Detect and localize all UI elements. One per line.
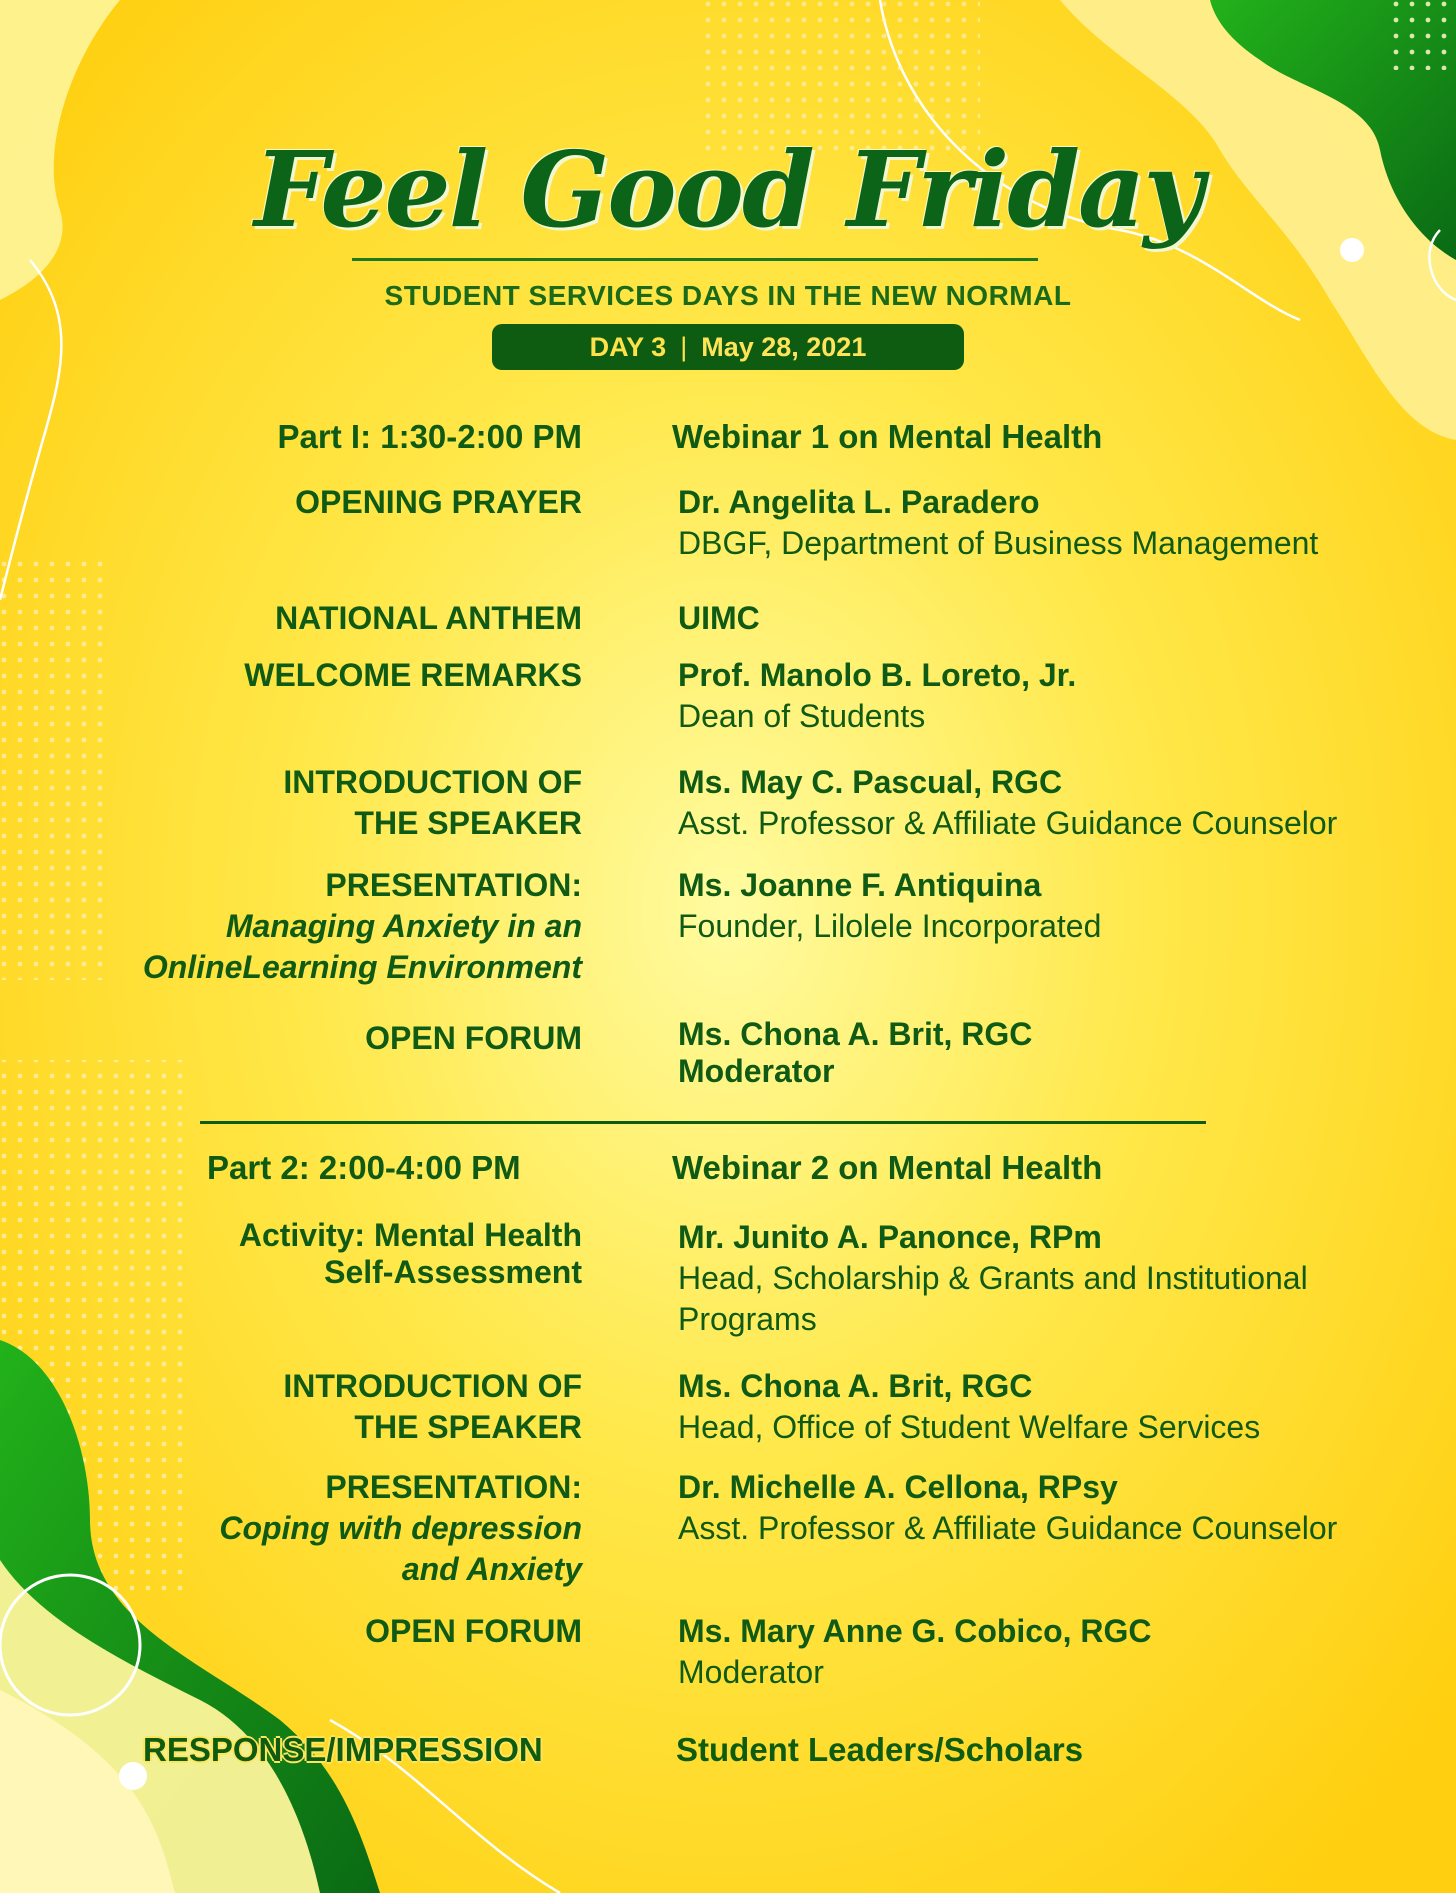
speaker-role: Moderator bbox=[678, 1654, 824, 1690]
presentation-title-line2: OnlineLearning Environment bbox=[142, 949, 582, 985]
presentation-title-line2: and Anxiety bbox=[401, 1551, 582, 1587]
speaker-name: Prof. Manolo B. Loreto, Jr. bbox=[678, 657, 1077, 693]
item-label-line1: INTRODUCTION OF bbox=[283, 1368, 582, 1404]
title-underline bbox=[352, 258, 1038, 261]
part2-title: Webinar 2 on Mental Health bbox=[672, 1149, 1103, 1186]
item-label-line1: INTRODUCTION OF bbox=[283, 764, 582, 800]
program-item-left: OPENING PRAYER bbox=[295, 484, 582, 520]
program-item-right bbox=[678, 655, 1076, 737]
event-date: May 28, 2021 bbox=[701, 331, 867, 362]
item-label-line1: PRESENTATION: bbox=[325, 1469, 582, 1505]
event-title: Feel Good Friday bbox=[254, 128, 1202, 251]
presentation-title-line1: Coping with depression bbox=[219, 1510, 582, 1546]
program-item-right bbox=[678, 865, 1101, 947]
program-item-left: OPEN FORUM bbox=[365, 1020, 582, 1056]
program-item-left bbox=[283, 762, 582, 844]
part1-title: Webinar 1 on Mental Health bbox=[672, 418, 1103, 455]
item-label-line2: THE SPEAKER bbox=[354, 805, 582, 841]
program-item-right bbox=[678, 1611, 1152, 1693]
program-item-right bbox=[678, 1217, 1308, 1340]
day-label: DAY 3 bbox=[589, 331, 667, 362]
program-item-left bbox=[239, 1217, 582, 1291]
speaker-name: Mr. Junito A. Panonce, RPm bbox=[678, 1219, 1102, 1255]
speaker-role-line1: Head, Scholarship & Grants and Institutional bbox=[678, 1260, 1308, 1296]
event-subtitle: STUDENT SERVICES DAYS IN THE NEW NORMAL bbox=[384, 280, 1072, 311]
program-item-right bbox=[678, 762, 1337, 844]
presentation-title-line1: Managing Anxiety in an bbox=[225, 908, 582, 944]
part2-label: Part 2: 2:00-4:00 PM bbox=[207, 1149, 521, 1186]
program-item-left bbox=[283, 1366, 582, 1448]
speaker-name: Ms. Chona A. Brit, RGC bbox=[678, 1016, 1033, 1052]
speaker-role: Dean of Students bbox=[678, 698, 926, 734]
response-label: RESPONSE/IMPRESSION bbox=[143, 1731, 543, 1768]
program-item-right bbox=[678, 1016, 1032, 1090]
part1-label: Part I: 1:30-2:00 PM bbox=[277, 418, 582, 455]
speaker-role: Founder, Lilolele Incorporated bbox=[678, 908, 1102, 944]
speaker-role: Moderator bbox=[678, 1053, 835, 1089]
date-bar bbox=[492, 324, 964, 370]
program-item-left: NATIONAL ANTHEM bbox=[275, 600, 582, 636]
speaker-name: UIMC bbox=[678, 600, 760, 636]
item-label-line1: Activity: Mental Health bbox=[238, 1217, 582, 1253]
program-item-left: OPEN FORUM bbox=[365, 1613, 582, 1649]
program-item-right bbox=[678, 482, 1318, 564]
speaker-role: DBGF, Department of Business Management bbox=[678, 525, 1319, 561]
speaker-name: Ms. Chona A. Brit, RGC bbox=[678, 1368, 1033, 1404]
item-label-line1: PRESENTATION: bbox=[325, 867, 582, 903]
section-divider bbox=[200, 1121, 1206, 1124]
program-item-left bbox=[219, 1467, 582, 1590]
speaker-name: Ms. May C. Pascual, RGC bbox=[678, 764, 1063, 800]
item-label-line2: THE SPEAKER bbox=[354, 1409, 582, 1445]
speaker-name: Dr. Angelita L. Paradero bbox=[678, 484, 1040, 520]
speaker-role-line2: Programs bbox=[678, 1301, 817, 1337]
speaker-role: Asst. Professor & Affiliate Guidance Counselor bbox=[678, 805, 1338, 841]
speaker-role: Head, Office of Student Welfare Services bbox=[678, 1409, 1261, 1445]
speaker-role: Asst. Professor & Affiliate Guidance Counselor bbox=[678, 1510, 1338, 1546]
program-item-left bbox=[143, 865, 582, 988]
response-value: Student Leaders/Scholars bbox=[676, 1731, 1084, 1768]
speaker-name: Ms. Mary Anne G. Cobico, RGC bbox=[678, 1613, 1152, 1649]
program-item-right bbox=[678, 1366, 1260, 1448]
speaker-name: Ms. Joanne F. Antiquina bbox=[678, 867, 1042, 903]
program-item-right bbox=[678, 1467, 1337, 1549]
date-separator: | bbox=[680, 331, 688, 362]
item-label-line2: Self-Assessment bbox=[324, 1254, 582, 1290]
program-item-left: WELCOME REMARKS bbox=[244, 657, 582, 693]
speaker-name: Dr. Michelle A. Cellona, RPsy bbox=[678, 1469, 1118, 1505]
program-item-right bbox=[678, 598, 760, 639]
